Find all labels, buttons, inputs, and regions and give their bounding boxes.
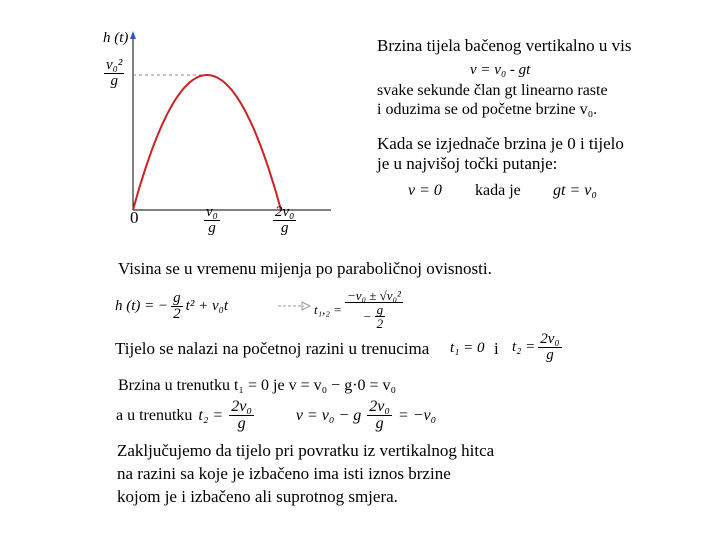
y-peak-label <box>104 58 124 89</box>
text-line-c: Kada se izjednače brzina je 0 i tijelo <box>377 134 624 153</box>
roots-equation <box>314 289 403 330</box>
at-t2-v: v = v₀ − g <box>295 406 362 424</box>
x-end-den: g <box>280 220 289 236</box>
parabola-sentence: Visina se u vremenu mijenja po paraboličnoj ovisnosti. <box>118 259 492 278</box>
title: Brzina tijela bačenog vertikalno u vis <box>377 36 632 55</box>
h-frac-num: g <box>173 290 181 306</box>
at-t2-den2: g <box>375 415 384 432</box>
roots-den-minus: − <box>362 309 372 324</box>
i-word: i <box>494 339 499 358</box>
at-t2-prefix: a u trenutku <box>116 406 193 424</box>
x-end-label <box>273 205 296 236</box>
x-mid-num: v₀ <box>206 204 218 220</box>
at-t2-num2: 2v₀ <box>369 398 390 415</box>
at-t2-den: g <box>237 415 246 432</box>
speed-at-t1: Brzina u trenutku t₁ = 0 je v = v₀ − g·0 = v₀ <box>118 377 397 394</box>
x-mid-den: g <box>208 220 216 236</box>
t2-den: g <box>546 347 554 363</box>
text-line-b: i oduzima se od početne brzine v₀. <box>377 101 598 118</box>
at-t2-result: = −v₀ <box>397 406 437 424</box>
h-rhs: t² + v₀t <box>185 298 228 314</box>
t2-lhs: t₂ = <box>512 339 536 355</box>
x-mid-label <box>204 205 220 236</box>
h-frac-den: 2 <box>173 306 181 322</box>
text-line-a: svake sekunde član gt linearno raste <box>377 82 608 99</box>
parabola-curve <box>133 75 281 210</box>
initial-level-text: Tijelo se nalazi na početnoj razini u trenucima <box>115 339 430 358</box>
origin-label: 0 <box>130 208 139 227</box>
x-end-num: 2v₀ <box>275 204 295 220</box>
t1-equation: t₁ = 0 <box>450 340 485 356</box>
velocity-equation: v = v₀ - gt <box>470 62 531 78</box>
roots-den-top: g <box>376 302 384 317</box>
height-equation <box>115 291 228 322</box>
speed-at-t2 <box>116 399 436 432</box>
t2-equation <box>512 332 562 363</box>
implies-arrow <box>276 298 312 314</box>
y-axis-label-text: h (t) <box>103 30 129 46</box>
h-lhs: h (t) = − <box>115 298 169 314</box>
y-peak-den: g <box>110 73 118 89</box>
roots-num: −v₀ ± √v₀² <box>346 288 401 303</box>
conclusion-line-2: na razini sa koje je izbačeno ima isti iznos brzine <box>117 464 451 483</box>
text-line-d: je u najvišoj točki putanje: <box>377 154 558 173</box>
y-axis-label <box>103 30 128 47</box>
condition-kada: kada je <box>475 182 521 199</box>
condition-v: v = 0 <box>408 182 442 199</box>
conclusion-line-3: kojom je i izbačeno ali suprotnog smjera. <box>117 487 398 506</box>
t2-num: 2v₀ <box>540 331 560 347</box>
at-t2-num: 2v₀ <box>231 398 252 415</box>
condition-gt: gt = v₀ <box>553 182 597 199</box>
y-peak-num: v₀² <box>106 57 123 73</box>
roots-lhs: t₁,₂ = <box>314 301 342 317</box>
at-t2-t: t₂ = <box>198 406 224 424</box>
roots-den-bot: 2 <box>376 316 384 331</box>
y-axis-arrow <box>130 31 136 39</box>
conclusion-line-1: Zaključujemo da tijelo pri povratku iz vertikalnog hitca <box>117 441 495 460</box>
